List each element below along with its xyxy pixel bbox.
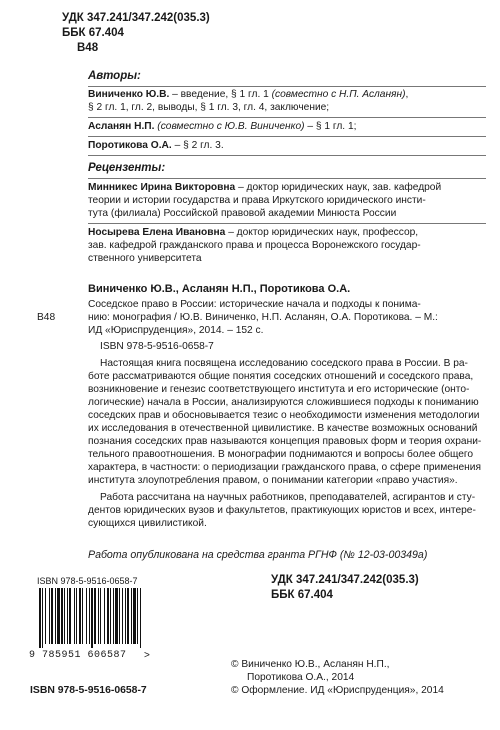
reviewers-rule-2 [88, 223, 486, 224]
copyright-authors-line-1: © Виниченко Ю.В., Асланян Н.П., [231, 659, 390, 670]
author-name: Асланян Н.П. [88, 121, 155, 132]
abstract-p1-line-4: логические) начала в России, анализируются сложившиеся подходы к пониманию [88, 397, 479, 408]
authors-rule-4 [88, 155, 486, 156]
book-desc-line-1: Соседское право в России: исторические начала и подходы к понима- [88, 299, 421, 310]
header-bbk: ББК 67.404 [62, 27, 124, 39]
grant-note: Работа опубликована на средства гранта РГНФ (№ 12-03-00349а) [88, 549, 428, 561]
header-udk: УДК 347.241/347.242(035.3) [62, 12, 210, 24]
author-row-1 [88, 89, 408, 102]
reviewers-rule [88, 178, 486, 179]
abstract-p1-line-9: характера, в частности: о периодизации гражданского права, о сфере применения [88, 462, 481, 473]
abstract-p1-line-7: познания соседских прав называются концепция правовых форм и теория охрани- [88, 436, 482, 447]
reviewer-name: Носырева Елена Ивановна [88, 227, 226, 238]
barcode-isbn-bottom: ISBN 978-5-9516-0658-7 [30, 685, 147, 696]
reviewer-text: – доктор юридических наук, профессор, [225, 227, 419, 238]
authors-rule [88, 86, 486, 87]
book-desc-line-2: нию: монография / Ю.В. Виниченко, Н.П. Асланян, О.А. Поротикова. – М.: [88, 312, 438, 323]
barcode-isbn-top: ISBN 978-5-9516-0658-7 [37, 576, 138, 586]
author-name: Поротикова О.А. [88, 140, 172, 151]
abstract-p1-line-1: Настоящая книга посвящена исследованию соседского права в России. В ра- [100, 358, 468, 369]
reviewer-2-line-2: зав. кафедрой гражданского права и процесса Воронежского государ- [88, 240, 421, 251]
reviewers-title: Рецензенты: [88, 162, 166, 174]
book-authors: Виниченко Ю.В., Асланян Н.П., Поротикова О.А. [88, 283, 351, 295]
author-italic: (совместно с Н.П. Асланян) [271, 89, 406, 100]
author-row-2 [88, 121, 356, 134]
copyright-authors-line-2: Поротикова О.А., 2014 [247, 672, 355, 683]
abstract-p1-line-6: их исследования в отечественной цивилистике. В качестве возможных оснований [88, 423, 478, 434]
abstract-p1-line-10: института злоупотребления правом, о понимании категории «право участия». [88, 475, 458, 486]
reviewer-1-line-1 [88, 182, 441, 195]
abstract-p1-line-5: соседских прав и обосновывается тезис о необходимости изменения методологии [88, 410, 480, 421]
abstract-p2-line-1: Работа рассчитана на научных работников, преподавателей, асгирантов и сту- [100, 492, 476, 503]
barcode-arrow: > [144, 650, 150, 661]
book-code: В48 [37, 312, 56, 323]
author-text-end: – § 1 гл. 1; [304, 121, 357, 132]
abstract-p2-line-2: дентов юридических вузов и факультетов, практикующих юристов и всех, интере- [88, 505, 476, 516]
barcode-icon [37, 588, 187, 648]
author-row-1-cont: § 2 гл. 1, гл. 2, выводы, § 1 гл. 3, гл. 4, заключение; [88, 102, 330, 113]
footer-bbk: ББК 67.404 [271, 589, 333, 601]
reviewer-1-line-3: тута (филиала) Российской правовой академии Минюста России [88, 208, 397, 219]
author-text: – введение, § 1 гл. 1 [169, 89, 272, 100]
reviewer-2-line-3: ственного университета [88, 253, 202, 264]
reviewer-name: Минникес Ирина Викторовна [88, 182, 236, 193]
reviewer-text: – доктор юридических наук, зав. кафедрой [235, 182, 442, 193]
book-isbn: ISBN 978-5-9516-0658-7 [100, 341, 214, 352]
copyright-design: © Оформление. ИД «Юриспруденция», 2014 [231, 685, 444, 696]
author-name: Виниченко Ю.В. [88, 89, 170, 100]
reviewer-2-line-1 [88, 227, 418, 240]
abstract-p1-line-2: боте рассматриваются общие понятия соседских отношений и соседского права, [88, 371, 474, 382]
abstract-p2-line-3: сующихся цивилистикой. [88, 518, 207, 529]
authors-rule-3 [88, 136, 486, 137]
authors-title: Авторы: [88, 70, 141, 82]
reviewer-1-line-2: теории и истории государства и права Иркутского юридического инсти- [88, 195, 426, 206]
author-text-end: , [405, 89, 409, 100]
barcode-digits: 9 785951 606587 [29, 650, 127, 661]
authors-rule-2 [88, 117, 486, 118]
abstract-p1-line-3: возникновение и генезис соответствующего института и его исторические (онто- [88, 384, 470, 395]
author-italic: (совместно с Ю.В. Виниченко) [157, 121, 305, 132]
author-row-3 [88, 140, 224, 153]
footer-udk: УДК 347.241/347.242(035.3) [271, 574, 419, 586]
abstract-p1-line-8: тельного правоотношения. В монографии поднимаются и вопросы более общего [88, 449, 474, 460]
book-desc-line-3: ИД «Юриспруденция», 2014. – 152 с. [88, 325, 264, 336]
author-text: – § 2 гл. 3. [171, 140, 224, 151]
header-code: В48 [77, 42, 99, 54]
